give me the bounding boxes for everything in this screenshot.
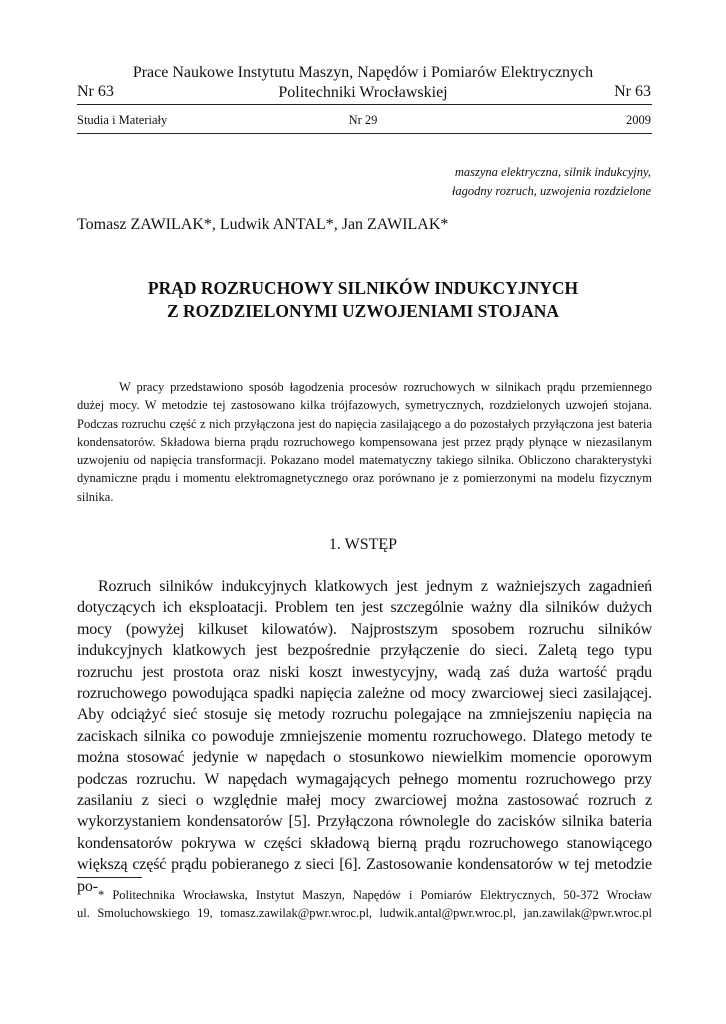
header-rule-bottom bbox=[77, 133, 652, 134]
publication-year: 2009 bbox=[626, 113, 651, 127]
abstract: W pracy przedstawiono sposób łagodzenia procesów rozruchowych w silnikach prądu przemiennego dużej mocy. W metodzie tej zastosowano kilka trójfazowych, symetrycznych, rozdzielonych uzwojeń stojana. Podczas rozruchu część z nich przyłączona jest do napięcia zasilającego a do pozostałych przyłączona jest bateria kondensatorów. Składowa bierna prądu rozruchowego kompensowana jest przez prądy płynące w niezasilanym uzwojeniu od napięcia transformacji. Pokazano model matematyczny takiego silnika. Obliczono charakterystyki dynamiczne prądu i momentu elektromagnetycznego oraz porównano je z pomierzonymi na modelu fizycznym silnika. bbox=[77, 380, 652, 504]
footnote-rule bbox=[77, 877, 142, 878]
footnote-line2: ul. Smoluchowskiego 19, tomasz.zawilak@pwr.wroc.pl, ludwik.antal@pwr.wroc.pl, jan.zawilak@pwr.wroc.pl bbox=[77, 906, 652, 920]
issue-number-right: Nr 63 bbox=[614, 83, 651, 100]
paper-title-line1: PRĄD ROZRUCHOWY SILNIKÓW INDUKCYJNYCH bbox=[147, 278, 579, 298]
intro-paragraph: Rozruch silników indukcyjnych klatkowych jest jednym z ważniejszych zagadnień dotyczących ich eksploatacji. Problem ten jest szczególnie ważny dla silników dużych mocy (powyżej kilkuset kilowatów). Najprostszym sposobem rozruchu silników indukcyjnych klatkowych jest bezpośrednie przyłączenie do sieci. Zaletą tego typu rozruchu jest prostota oraz niski koszt inwestycyjny, wadą zaś duża wartość prądu rozruchowego powodująca spadki napięcia zależne od mocy zwarciowej sieci zasilającej. Aby odciążyć sieć stosuje się metody rozruchu polegające na zmniejszeniu napięcia na zaciskach silnika co powoduje zmniejszenie momentu rozruchowego. Dlatego metody te można stosować jedynie w napędach o stosunkowo niewielkim momencie oporowym podczas rozruchu. W napędach wymagających pełnego momentu rozruchowego przy zasilaniu z sieci o względnie małej mocy zwarciowej można zastosować rozruch z wykorzystaniem kondensatorów [5]. Przyłączona równolegle do zacisków silnika bateria kondensatorów pokrywa w części składową bierną prądu rozruchowego stanowiącego większą część prądu pobieranego z sieci [6]. Zastosowanie kondensatorów w tej metodzie po- bbox=[77, 578, 652, 895]
journal-title-line1: Prace Naukowe Instytutu Maszyn, Napędów i Pomiarów Elektrycznych bbox=[132, 64, 594, 81]
header-rule bbox=[77, 104, 652, 105]
section-heading: 1. WSTĘP bbox=[328, 536, 398, 553]
issue-number-left: Nr 63 bbox=[77, 83, 114, 100]
footnote-line1: * Politechnika Wrocławska, Instytut Maszyn, Napędów i Pomiarów Elektrycznych, 50-372 Wrocław bbox=[98, 888, 652, 902]
series-number: Nr 29 bbox=[348, 113, 378, 127]
series-name: Studia i Materiały bbox=[77, 113, 168, 127]
keywords-line1: maszyna elektryczna, silnik indukcyjny, bbox=[454, 165, 651, 179]
authors: Tomasz ZAWILAK*, Ludwik ANTAL*, Jan ZAWILAK* bbox=[77, 216, 449, 233]
keywords-line2: łagodny rozruch, uzwojenia rozdzielone bbox=[451, 184, 651, 198]
journal-title-line2: Politechniki Wrocławskiej bbox=[278, 84, 448, 101]
paper-title-line2: Z ROZDZIELONYMI UZWOJENIAMI STOJANA bbox=[166, 301, 560, 321]
